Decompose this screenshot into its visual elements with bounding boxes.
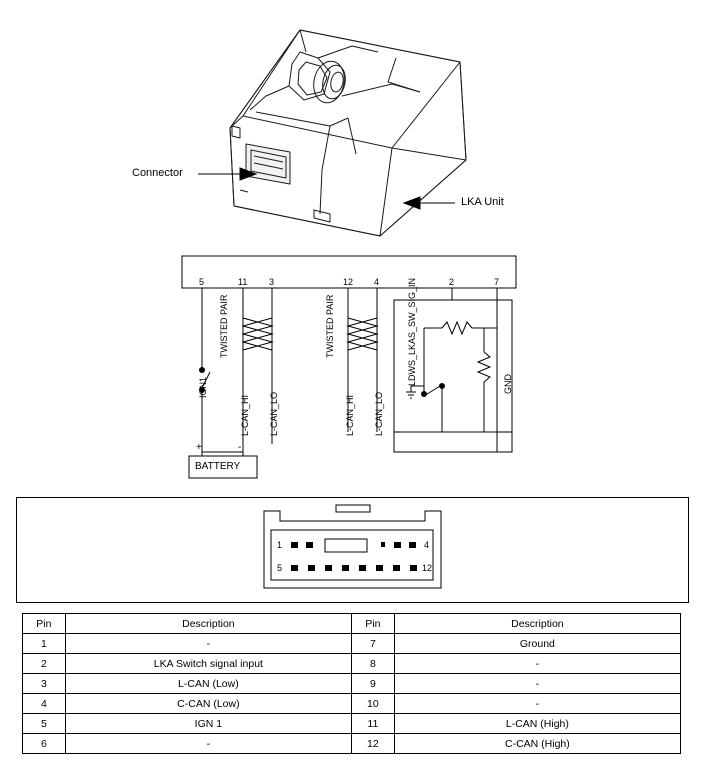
header-pin-right: Pin — [351, 614, 394, 634]
label-twisted-pair-1: TWISTED PAIR — [219, 294, 229, 358]
schematic-pin-11: 11 — [238, 277, 248, 287]
label-ign1: IGN1 — [198, 376, 208, 398]
cell-desc-right: L-CAN (High) — [394, 714, 680, 734]
label-ldws-lkas-sw-sig-in: LDWS_LKAS_SW_SIG_IN — [407, 277, 417, 386]
label-twisted-pair-2: TWISTED PAIR — [325, 294, 335, 358]
cell-desc-left: LKA Switch signal input — [65, 654, 351, 674]
connector-pin-1-label: 1 — [277, 540, 283, 550]
label-gnd: GND — [503, 374, 513, 394]
battery-minus-sign: - — [238, 442, 242, 453]
connector-pin-12-label: 12 — [422, 563, 433, 573]
callout-lka-unit: LKA Unit — [461, 196, 504, 208]
label-lcan-lo-1: L-CAN_LO — [269, 391, 279, 436]
cell-desc-right: Ground — [394, 634, 680, 654]
header-description-left: Description — [65, 614, 351, 634]
connector-pin-5-label: 5 — [277, 563, 283, 573]
schematic-pin-4: 4 — [374, 277, 380, 287]
table-row — [23, 714, 681, 734]
battery-plus-sign: + — [196, 442, 202, 453]
header-description-right: Description — [394, 614, 680, 634]
label-lcan-lo-2: L-CAN_LO — [374, 391, 384, 436]
cell-desc-right: - — [394, 654, 680, 674]
cell-pin-right: 9 — [351, 674, 394, 694]
cell-pin-right: 12 — [351, 734, 394, 754]
cell-desc-right: - — [394, 694, 680, 714]
cell-pin-right: 8 — [351, 654, 394, 674]
table-row — [23, 674, 681, 694]
connector-pin-4-label: 4 — [424, 540, 430, 550]
cell-desc-left: IGN 1 — [65, 714, 351, 734]
cell-desc-right: - — [394, 674, 680, 694]
schematic-pin-12: 12 — [343, 277, 354, 287]
cell-desc-left: - — [65, 734, 351, 754]
header-pin-left: Pin — [23, 614, 66, 634]
callout-connector: Connector — [132, 167, 183, 179]
table-row — [23, 634, 681, 654]
cell-desc-right: C-CAN (High) — [394, 734, 680, 754]
cell-pin-left: 1 — [23, 634, 66, 654]
schematic-pin-7: 7 — [494, 277, 500, 287]
table-row — [23, 694, 681, 714]
table-row — [23, 654, 681, 674]
cell-pin-right: 10 — [351, 694, 394, 714]
battery-label: BATTERY — [195, 461, 241, 472]
cell-pin-left: 2 — [23, 654, 66, 674]
cell-pin-right: 11 — [351, 714, 394, 734]
cell-pin-left: 6 — [23, 734, 66, 754]
table-row — [23, 734, 681, 754]
cell-pin-left: 4 — [23, 694, 66, 714]
table-header-row — [23, 614, 681, 634]
cell-desc-left: - — [65, 634, 351, 654]
label-lcan-hi-2: L-CAN_HI — [345, 394, 355, 436]
schematic-pin-2: 2 — [449, 277, 455, 287]
label-lcan-hi-1: L-CAN_HI — [240, 394, 250, 436]
cell-desc-left: C-CAN (Low) — [65, 694, 351, 714]
cell-pin-left: 3 — [23, 674, 66, 694]
cell-pin-right: 7 — [351, 634, 394, 654]
pin-table — [22, 613, 681, 754]
schematic-pin-3: 3 — [269, 277, 275, 287]
schematic-pin-5: 5 — [199, 277, 205, 287]
cell-pin-left: 5 — [23, 714, 66, 734]
cell-desc-left: L-CAN (Low) — [65, 674, 351, 694]
